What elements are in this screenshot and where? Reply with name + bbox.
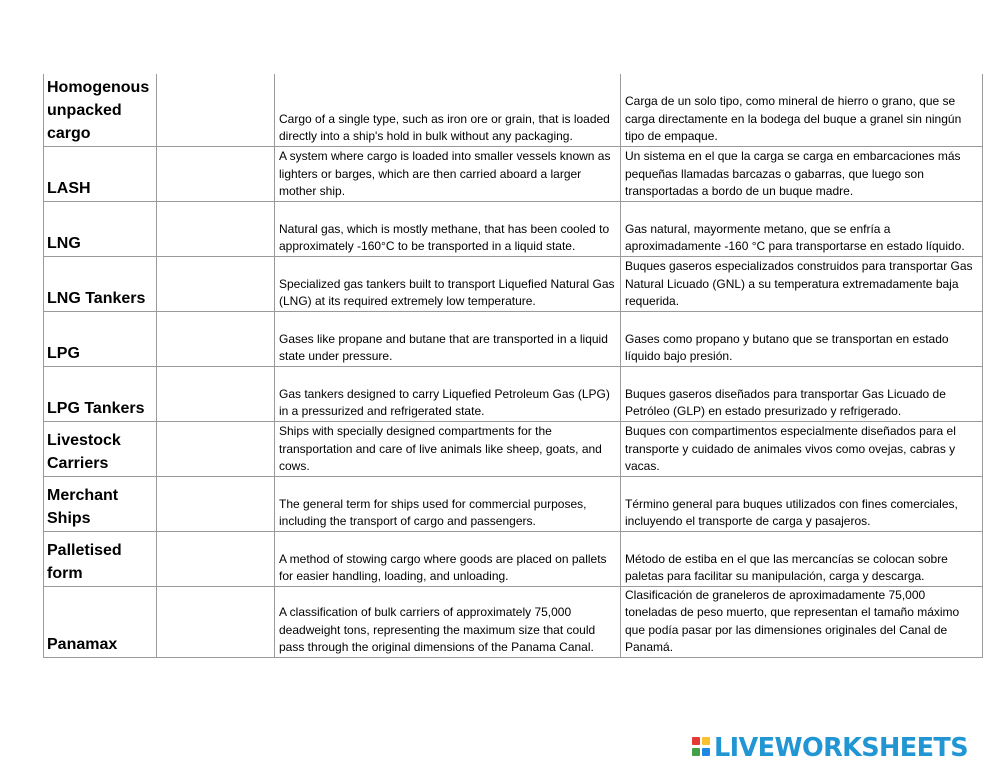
spanish-definition: Un sistema en el que la carga se carga en embarcaciones más pequeñas llamadas barcazas o gabarras, que luego son transportadas a bordo de un buque madre. — [621, 146, 983, 201]
term-cell: Palletised form — [44, 531, 157, 586]
liveworksheets-logo-icon — [692, 734, 711, 762]
term-cell: Merchant Ships — [44, 476, 157, 531]
logo-square-blue — [702, 748, 710, 756]
english-definition: Gas tankers designed to carry Liquefied Petroleum Gas (LPG) in a pressurized and refrigerated state. — [275, 366, 621, 421]
glossary-table — [43, 74, 983, 658]
spanish-definition: Carga de un solo tipo, como mineral de hierro o grano, que se carga directamente en la bodega del buque a granel sin ningún tipo de empaque. — [621, 74, 983, 146]
logo-square-red — [692, 737, 700, 745]
answer-cell — [157, 201, 275, 256]
term-cell: LASH — [44, 146, 157, 201]
term-cell: LPG Tankers — [44, 366, 157, 421]
spanish-definition: Término general para buques utilizados con fines comerciales, incluyendo el transporte de carga y pasajeros. — [621, 476, 983, 531]
spanish-definition: Buques gaseros diseñados para transportar Gas Licuado de Petróleo (GLP) en estado presurizado y refrigerado. — [621, 366, 983, 421]
table-row — [44, 531, 983, 586]
english-definition: A method of stowing cargo where goods are placed on pallets for easier handling, loading, and unloading. — [275, 531, 621, 586]
english-definition: Specialized gas tankers built to transport Liquefied Natural Gas (LNG) at its required extremely low temperature. — [275, 256, 621, 311]
english-definition: Ships with specially designed compartments for the transportation and care of live animals like sheep, goats, and cows. — [275, 421, 621, 476]
spanish-definition: Buques gaseros especializados construidos para transportar Gas Natural Licuado (GNL) a su temperatura extremadamente baja requerida. — [621, 256, 983, 311]
spanish-definition: Método de estiba en el que las mercancías se colocan sobre paletas para facilitar su manipulación, carga y descarga. — [621, 531, 983, 586]
logo-square-green — [692, 748, 700, 756]
spanish-definition: Gases como propano y butano que se transportan en estado líquido bajo presión. — [621, 311, 983, 366]
answer-cell — [157, 146, 275, 201]
spanish-definition: Buques con compartimentos especialmente diseñados para el transporte y cuidado de animales vivos como ovejas, cabras y vacas. — [621, 421, 983, 476]
table-row — [44, 256, 983, 311]
table-row — [44, 366, 983, 421]
term-cell: Panamax — [44, 586, 157, 657]
answer-cell — [157, 74, 275, 146]
liveworksheets-logo[interactable] — [692, 731, 968, 765]
english-definition: Gases like propane and butane that are transported in a liquid state under pressure. — [275, 311, 621, 366]
english-definition: Cargo of a single type, such as iron ore or grain, that is loaded directly into a ship's hold in bulk without any packaging. — [275, 74, 621, 146]
term-cell: Homogenous unpacked cargo — [44, 74, 157, 146]
term-cell: LNG Tankers — [44, 256, 157, 311]
table-row — [44, 311, 983, 366]
term-cell: Livestock Carriers — [44, 421, 157, 476]
english-definition: A classification of bulk carriers of approximately 75,000 deadweight tons, representing the maximum size that could pass through the original dimensions of the Panama Canal. — [275, 586, 621, 657]
term-cell: LPG — [44, 311, 157, 366]
table-row — [44, 476, 983, 531]
english-definition: The general term for ships used for commercial purposes, including the transport of cargo and passengers. — [275, 476, 621, 531]
table-row — [44, 74, 983, 146]
spanish-definition: Gas natural, mayormente metano, que se enfría a aproximadamente -160 °C para transportarse en estado líquido. — [621, 201, 983, 256]
english-definition: Natural gas, which is mostly methane, that has been cooled to approximately -160°C to be transported in a liquid state. — [275, 201, 621, 256]
term-cell: LNG — [44, 201, 157, 256]
answer-cell — [157, 366, 275, 421]
spanish-definition: Clasificación de graneleros de aproximadamente 75,000 toneladas de peso muerto, que representan el tamaño máximo que podía pasar por las dimensiones originales del Canal de Panamá. — [621, 586, 983, 657]
answer-cell — [157, 311, 275, 366]
table-row — [44, 201, 983, 256]
table-row — [44, 421, 983, 476]
logo-square-yellow — [702, 737, 710, 745]
answer-cell — [157, 256, 275, 311]
answer-cell — [157, 421, 275, 476]
brand-name: LIVEWORKSHEETS — [714, 733, 968, 763]
english-definition: A system where cargo is loaded into smaller vessels known as lighters or barges, which are then carried aboard a larger mother ship. — [275, 146, 621, 201]
answer-cell — [157, 586, 275, 657]
answer-cell — [157, 531, 275, 586]
table-row — [44, 586, 983, 657]
table-row — [44, 146, 983, 201]
answer-cell — [157, 476, 275, 531]
